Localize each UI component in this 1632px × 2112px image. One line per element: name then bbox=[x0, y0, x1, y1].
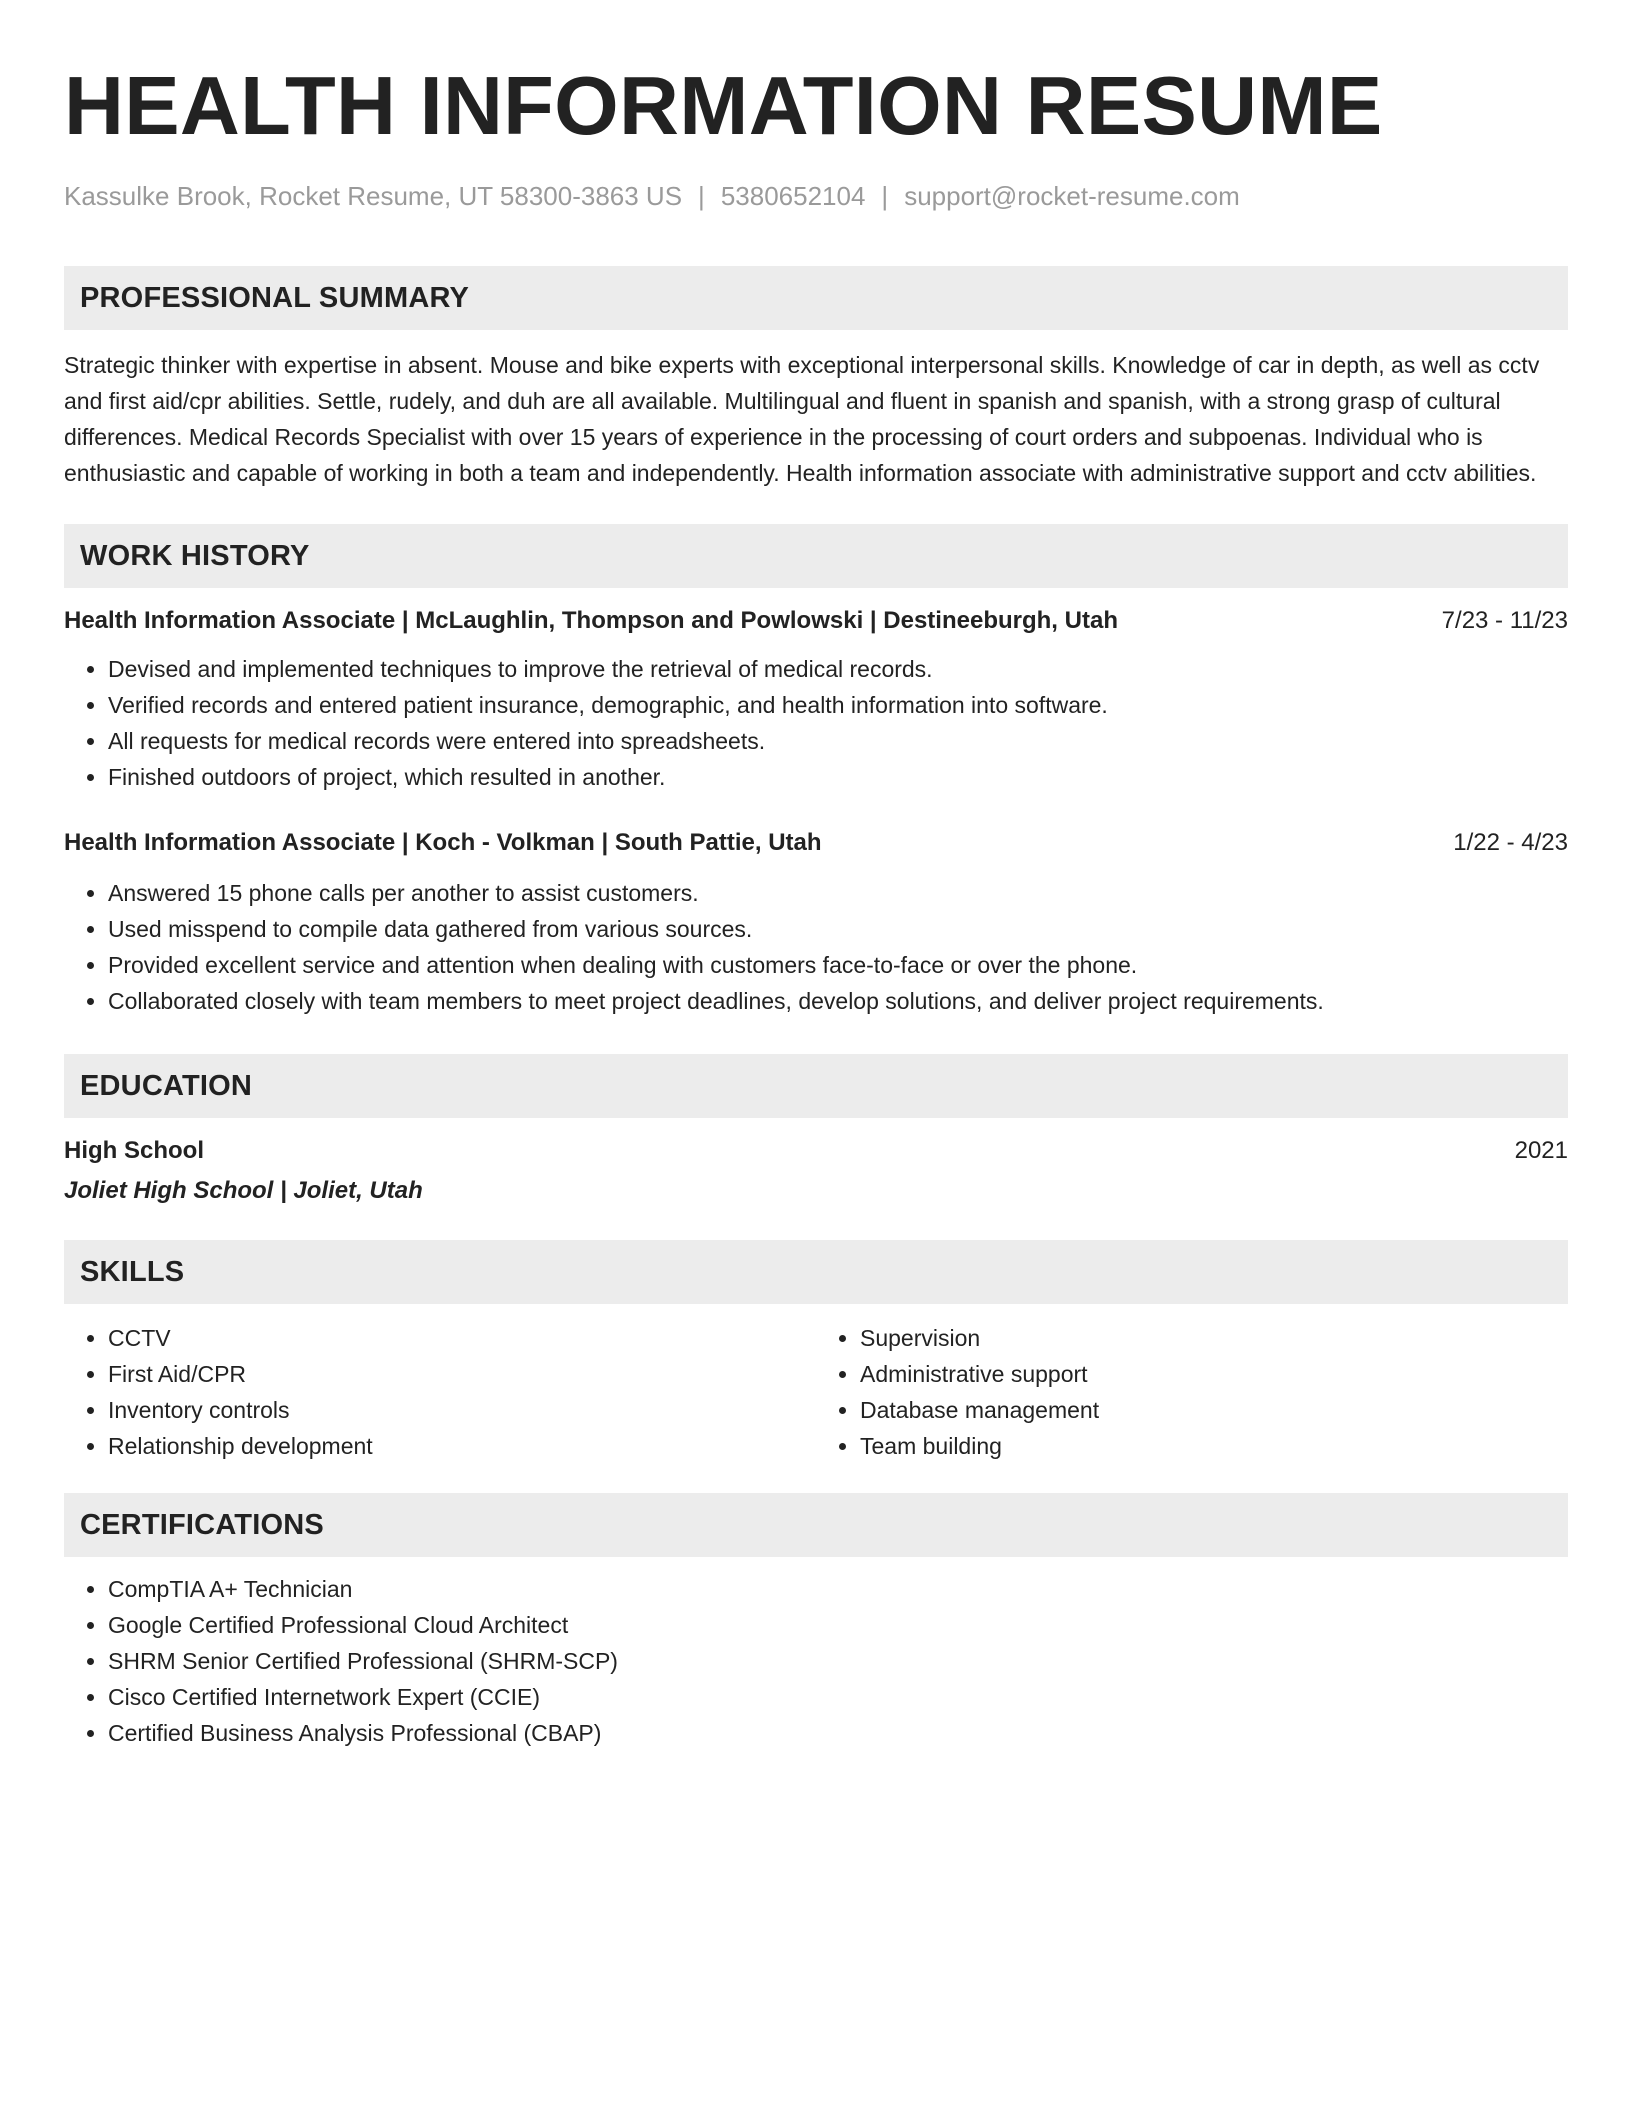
skills-list-right bbox=[816, 1320, 1568, 1464]
summary-heading: PROFESSIONAL SUMMARY bbox=[80, 281, 470, 314]
education-year: 2021 bbox=[1514, 1137, 1568, 1164]
skill-item: • Inventory controls bbox=[108, 1392, 816, 1428]
job-entry bbox=[64, 827, 1568, 1019]
certification-item: • Cisco Certified Internetwork Expert (CCIE) bbox=[108, 1679, 1568, 1715]
certification-item: • CompTIA A+ Technician bbox=[108, 1571, 1568, 1607]
certification-item: • SHRM Senior Certified Professional (SHRM-SCP) bbox=[108, 1643, 1568, 1679]
education-school: Joliet High School | Joliet, Utah bbox=[64, 1177, 423, 1204]
skill-item: • Team building bbox=[860, 1428, 1568, 1464]
education-header bbox=[64, 1135, 1568, 1167]
contact-line bbox=[64, 180, 1568, 212]
skill-item: • Relationship development bbox=[108, 1428, 816, 1464]
skills-grid bbox=[64, 1320, 1568, 1464]
skills-section-header bbox=[64, 1240, 1568, 1304]
job-bullet: • Answered 15 phone calls per another to assist customers. bbox=[108, 875, 1568, 911]
certifications-section-header bbox=[64, 1493, 1568, 1557]
summary-text: Strategic thinker with expertise in absent. Mouse and bike experts with exceptional interpersonal skills. Knowledge of car in depth, as well as cctv and first aid/cpr abilities. Settle, rudely, and duh are all available. Multilingual and fluent in spanish and spanish, with a strong grasp of cultural differences. Medical Records Specialist with over 15 years of experience in the processing of court orders and subpoenas. Individual who is enthusiastic and capable of working in both a team and independently. Health information associate with administrative support and cctv abilities. bbox=[64, 352, 1540, 486]
job-header bbox=[64, 605, 1568, 637]
job-entry bbox=[64, 605, 1568, 795]
job-dates: 7/23 - 11/23 bbox=[1441, 607, 1568, 634]
job-bullets bbox=[64, 651, 1568, 795]
job-bullet: • Verified records and entered patient insurance, demographic, and health information into software. bbox=[108, 687, 1568, 723]
job-bullet: • Collaborated closely with team members to meet project deadlines, develop solutions, and deliver project requirements. bbox=[108, 983, 1568, 1019]
job-header bbox=[64, 827, 1568, 859]
education-section-header bbox=[64, 1054, 1568, 1118]
resume-title: HEALTH INFORMATION RESUME bbox=[64, 59, 1383, 152]
job-bullets bbox=[64, 875, 1568, 1019]
skills-list-left bbox=[64, 1320, 816, 1464]
contact-phone: 5380652104 bbox=[720, 181, 866, 211]
summary-section-header bbox=[64, 266, 1568, 330]
skill-item: • Supervision bbox=[860, 1320, 1568, 1356]
work-section-header bbox=[64, 524, 1568, 588]
skill-item: • Administrative support bbox=[860, 1356, 1568, 1392]
contact-separator: | bbox=[881, 181, 889, 211]
job-dates: 1/22 - 4/23 bbox=[1453, 829, 1568, 856]
certification-item: • Google Certified Professional Cloud Architect bbox=[108, 1607, 1568, 1643]
skill-item: • CCTV bbox=[108, 1320, 816, 1356]
contact-email: support@rocket-resume.com bbox=[904, 181, 1240, 211]
job-bullet: • Provided excellent service and attention when dealing with customers face-to-face or over the phone. bbox=[108, 947, 1568, 983]
certifications-list bbox=[64, 1571, 1568, 1751]
education-heading: EDUCATION bbox=[80, 1069, 253, 1102]
job-bullet: • Finished outdoors of project, which resulted in another. bbox=[108, 759, 1568, 795]
job-bullet: • Devised and implemented techniques to improve the retrieval of medical records. bbox=[108, 651, 1568, 687]
skill-item: • First Aid/CPR bbox=[108, 1356, 816, 1392]
job-bullet: • Used misspend to compile data gathered from various sources. bbox=[108, 911, 1568, 947]
contact-separator: | bbox=[698, 181, 705, 211]
certification-item: • Certified Business Analysis Professional (CBAP) bbox=[108, 1715, 1568, 1751]
skills-heading: SKILLS bbox=[80, 1255, 185, 1288]
certifications-heading: CERTIFICATIONS bbox=[80, 1508, 324, 1541]
contact-address: Kassulke Brook, Rocket Resume, UT 58300-3863 US bbox=[64, 181, 683, 211]
job-title: Health Information Associate | Koch - Volkman | South Pattie, Utah bbox=[64, 829, 822, 856]
education-degree: High School bbox=[64, 1137, 204, 1164]
job-title: Health Information Associate | McLaughlin, Thompson and Powlowski | Destineeburgh, Utah bbox=[64, 607, 1118, 634]
work-heading: WORK HISTORY bbox=[80, 539, 310, 572]
job-bullet: • All requests for medical records were entered into spreadsheets. bbox=[108, 723, 1568, 759]
skill-item: • Database management bbox=[860, 1392, 1568, 1428]
